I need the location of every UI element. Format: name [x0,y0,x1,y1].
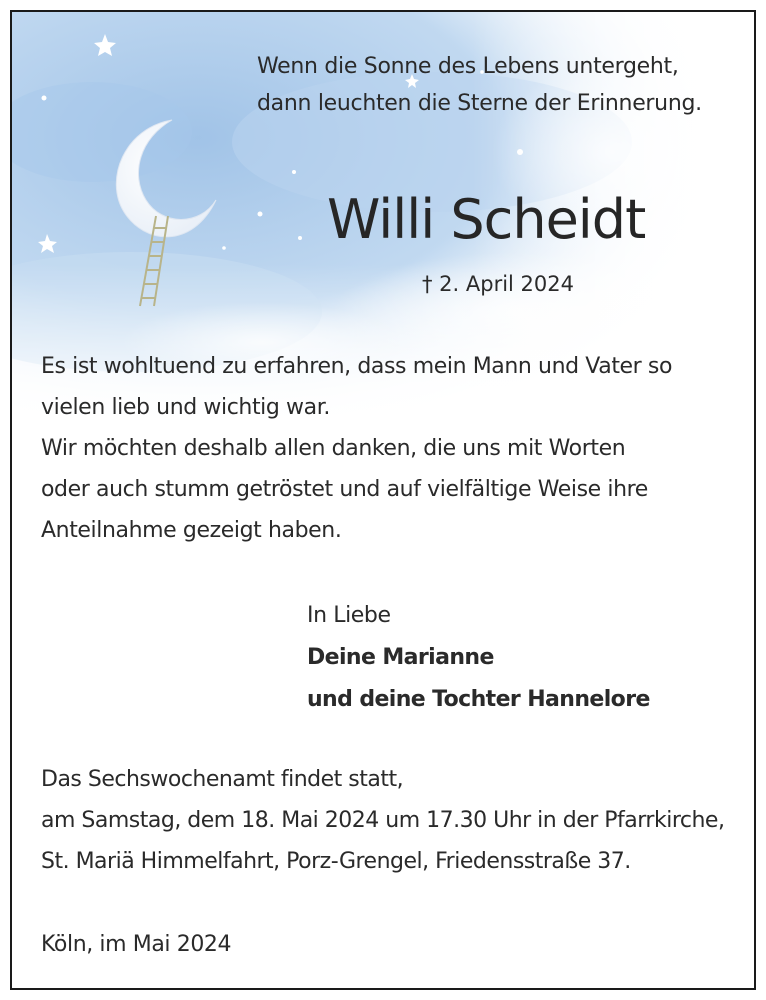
signature-name: und deine Tochter Hannelore [307,687,650,712]
message-line: Wir möchten deshalb allen danken, die uns mit Worten [41,436,626,461]
death-date: † 2. April 2024 [422,272,575,296]
motto-line: dann leuchten die Sterne der Erinnerung. [257,91,702,116]
deceased-name: Willi Scheidt [327,188,646,251]
message-line: vielen lieb und wichtig war. [41,395,330,420]
signature-greeting: In Liebe [307,603,391,628]
motto-line: Wenn die Sonne des Lebens untergeht, [257,54,679,79]
signature-block [307,595,650,721]
service-line: Das Sechswochenamt findet statt, [41,767,404,792]
message-line: Anteilnahme gezeigt haben. [41,518,342,543]
obituary-card [10,10,756,990]
thank-you-message [41,346,672,551]
place-and-date: Köln, im Mai 2024 [41,932,232,957]
memorial-service-info [41,759,724,882]
service-line: am Samstag, dem 18. Mai 2024 um 17.30 Uhr in der Pfarrkirche, [41,808,725,833]
service-line: St. Mariä Himmelfahrt, Porz-Grengel, Friedensstraße 37. [41,849,631,874]
motto-quote [257,48,702,122]
message-line: oder auch stumm getröstet und auf vielfältige Weise ihre [41,477,648,502]
signature-name: Deine Marianne [307,645,494,670]
message-line: Es ist wohltuend zu erfahren, dass mein Mann und Vater so [41,354,673,379]
